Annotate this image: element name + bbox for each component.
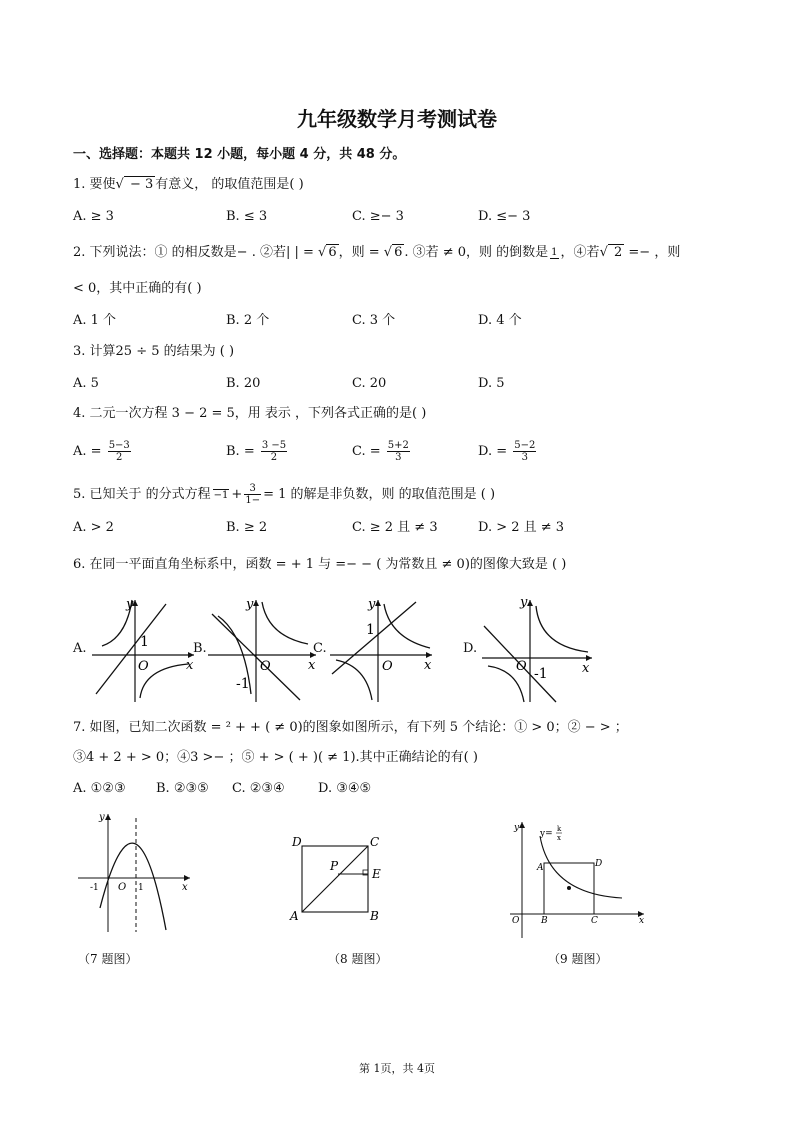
q6c-one: 1 bbox=[366, 622, 375, 638]
fig9-origin: O bbox=[512, 916, 520, 926]
fig7-neg-one: -1 bbox=[90, 883, 99, 893]
q2-stem-e: =− ，则 bbox=[624, 245, 681, 260]
figure-8-rectangle bbox=[286, 832, 396, 922]
q6a-x-label: x bbox=[186, 658, 194, 673]
q4-c-den: 3 bbox=[395, 452, 402, 463]
q6b-y-label: y bbox=[246, 597, 254, 612]
q2-option-c: C. 3 个 bbox=[352, 313, 396, 328]
q1-stem-b: 有意义， 的取值范围是( ) bbox=[155, 177, 304, 192]
question-7-line2: ③4 + 2 + > 0；④3 >− ；⑤ + > ( + )( ≠ 1).其中正确结论的有( ) bbox=[73, 750, 478, 765]
page-title: 九年级数学月考测试卷 bbox=[297, 107, 497, 131]
q2-line2: < 0，其中正确的有( ) bbox=[73, 281, 202, 296]
q1-sqrt: − 3 bbox=[125, 177, 154, 192]
q2-stem-c: . ③若 ≠ 0，则 的倒数是 bbox=[404, 245, 549, 260]
q3-option-c: C. 20 bbox=[352, 376, 387, 391]
q6-option-d-label: D. bbox=[463, 641, 478, 656]
figure-7-parabola bbox=[74, 808, 194, 938]
q4-option-c bbox=[352, 440, 412, 463]
q1-option-a: A. ≥ 3 bbox=[73, 209, 114, 224]
q4-b-label: B. = bbox=[226, 444, 259, 459]
q2-sqrt2: 2 bbox=[609, 245, 623, 260]
q6-graph-c bbox=[326, 594, 436, 704]
question-5 bbox=[73, 483, 495, 506]
q4-a-den: 2 bbox=[116, 452, 123, 463]
q6a-origin: O bbox=[138, 659, 149, 674]
q2-frac-num: 1 bbox=[551, 246, 558, 258]
q5-option-b: B. ≥ 2 bbox=[226, 520, 268, 535]
figure-9-caption: （9 题图） bbox=[548, 952, 608, 966]
q5-option-c: C. ≥ 2 且 ≠ 3 bbox=[352, 520, 438, 535]
q2-sqrt6: 6 bbox=[328, 245, 337, 260]
q6-graph-b bbox=[204, 594, 319, 704]
question-2: 2. 下列说法：① 的相反数是− . ②若| | = √ 6 ，则 = √ 6 . ③若 ≠ 0，则 的倒数是 1 ，④若√ 2 =− ，则 bbox=[73, 245, 681, 260]
q6b-neg-one: -1 bbox=[236, 676, 250, 692]
q7-option-d: D. ③④⑤ bbox=[318, 781, 372, 796]
q2-stem-b: ，则 = bbox=[338, 245, 384, 260]
q6c-origin: O bbox=[382, 659, 393, 674]
q6b-x-label: x bbox=[308, 658, 316, 673]
fig9-label-a: A bbox=[537, 863, 544, 873]
q4-b-den: 2 bbox=[270, 452, 278, 463]
q5-frac-2 bbox=[244, 483, 261, 506]
q6c-y-label: y bbox=[368, 597, 376, 612]
q6d-x-label: x bbox=[582, 661, 590, 676]
q6d-origin: O bbox=[516, 659, 527, 674]
q4-option-b bbox=[226, 440, 289, 463]
fig7-x-label: x bbox=[182, 882, 188, 893]
q1-stem-a: 1. 要使 bbox=[73, 177, 116, 192]
fig9-func-x: x bbox=[557, 834, 561, 842]
q4-option-a bbox=[73, 440, 133, 463]
q6a-one: 1 bbox=[140, 634, 149, 650]
fig9-func-label: y= bbox=[540, 829, 553, 839]
q4-c-num: 5+2 bbox=[387, 440, 409, 451]
q4-d-den: 3 bbox=[521, 452, 528, 463]
q4-c-label: C. = bbox=[352, 444, 385, 459]
q4-d-num: 5−2 bbox=[514, 440, 536, 451]
fig8-label-a: A bbox=[290, 909, 299, 922]
question-7-line1: 7. 如图，已知二次函数 = ² + + ( ≠ 0)的图象如图所示，有下列 5 个结论：① > 0；② − > ； bbox=[73, 720, 628, 735]
q5-option-a: A. > 2 bbox=[73, 520, 114, 535]
fig7-y-label: y bbox=[99, 812, 105, 823]
question-1: 1. 要使√ − 3 有意义， 的取值范围是( ) bbox=[73, 177, 304, 192]
q4-b-frac bbox=[261, 440, 287, 463]
q4-a-num: 5−3 bbox=[108, 440, 130, 451]
fig7-origin: O bbox=[118, 882, 127, 893]
fig8-label-b: B bbox=[370, 909, 379, 922]
q1-option-d: D. ≤− 3 bbox=[478, 209, 531, 224]
q2-option-d: D. 4 个 bbox=[478, 313, 522, 328]
q6c-x-label: x bbox=[424, 658, 432, 673]
figure-9-hyperbola bbox=[504, 816, 649, 940]
q2-option-a: A. 1 个 bbox=[73, 313, 117, 328]
q5-frac-1 bbox=[213, 489, 230, 501]
fig9-y-label: y bbox=[514, 823, 520, 833]
q1-option-b: B. ≤ 3 bbox=[226, 209, 268, 224]
fig9-label-d: D bbox=[595, 859, 603, 869]
q2-sqrt6b: 6 bbox=[394, 245, 403, 260]
q5-plus: + bbox=[231, 487, 243, 502]
q4-option-d bbox=[478, 440, 538, 463]
q4-c-frac bbox=[387, 440, 410, 463]
q5-f1-den: −1 bbox=[213, 489, 229, 501]
fig7-pos-one: 1 bbox=[138, 883, 144, 893]
section-heading: 一、选择题：本题共 12 小题，每小题 4 分，共 48 分。 bbox=[73, 147, 406, 162]
fig9-label-c: C bbox=[591, 916, 598, 926]
fig8-label-e: E bbox=[372, 867, 381, 881]
q6-option-b-label: B. bbox=[193, 641, 207, 656]
q3-option-a: A. 5 bbox=[73, 376, 99, 391]
q5-stem-b: = 1 的解是非负数，则 的取值范围是 ( ) bbox=[263, 487, 496, 502]
q5-f2-num: 3 bbox=[244, 483, 261, 495]
question-6: 6. 在同一平面直角坐标系中，函数 = + 1 与 =− − ( 为常数且 ≠ 0)的图像大致是 ( ) bbox=[73, 557, 567, 572]
q7-option-a: A. ①②③ bbox=[73, 781, 126, 796]
fig8-label-p: P bbox=[330, 859, 339, 873]
fig8-label-c: C bbox=[370, 835, 380, 849]
figure-8-caption: （8 题图） bbox=[328, 952, 388, 966]
q4-a-frac bbox=[108, 440, 131, 463]
question-3: 3. 计算25 ÷ 5 的结果为 ( ) bbox=[73, 344, 235, 359]
q4-d-frac bbox=[513, 440, 536, 463]
fig8-label-d: D bbox=[292, 835, 302, 849]
fig9-x-label: x bbox=[639, 916, 645, 926]
q7-option-c: C. ②③④ bbox=[232, 781, 285, 796]
q6-graph-a bbox=[88, 594, 198, 704]
q7-option-b: B. ②③⑤ bbox=[156, 781, 209, 796]
fig9-label-b: B bbox=[541, 916, 548, 926]
q5-option-d: D. > 2 且 ≠ 3 bbox=[478, 520, 565, 535]
q6a-y-label: y bbox=[126, 597, 134, 612]
q2-stem-a: 2. 下列说法：① 的相反数是− . ②若| | = bbox=[73, 245, 319, 260]
q6-graph-d bbox=[478, 594, 598, 704]
q2-option-b: B. 2 个 bbox=[226, 313, 270, 328]
q2-fraction bbox=[550, 247, 558, 259]
q5-stem-a: 5. 已知关于 的分式方程 bbox=[73, 487, 211, 502]
q3-option-b: B. 20 bbox=[226, 376, 261, 391]
q5-f2-den: 1− bbox=[245, 495, 261, 506]
q6-option-c-label: C. bbox=[313, 641, 327, 656]
question-4: 4. 二元一次方程 3 − 2 = 5，用 表示 ，下列各式正确的是( ) bbox=[73, 406, 427, 421]
q1-option-c: C. ≥− 3 bbox=[352, 209, 404, 224]
q2-stem-d: ，④若 bbox=[560, 245, 600, 260]
q4-b-num: 3 −5 bbox=[261, 440, 287, 451]
page-footer: 第 1页，共 4页 bbox=[359, 1062, 435, 1075]
q6d-neg-one: -1 bbox=[534, 666, 548, 682]
q6d-y-label: y bbox=[520, 595, 528, 610]
q6-option-a-label: A. bbox=[73, 641, 87, 656]
fig9-func-k: k bbox=[557, 825, 562, 833]
q6b-origin: O bbox=[260, 659, 271, 674]
q3-option-d: D. 5 bbox=[478, 376, 505, 391]
q4-a-label: A. = bbox=[73, 444, 106, 459]
figure-7-caption: （7 题图） bbox=[78, 952, 138, 966]
q4-d-label: D. = bbox=[478, 444, 512, 459]
